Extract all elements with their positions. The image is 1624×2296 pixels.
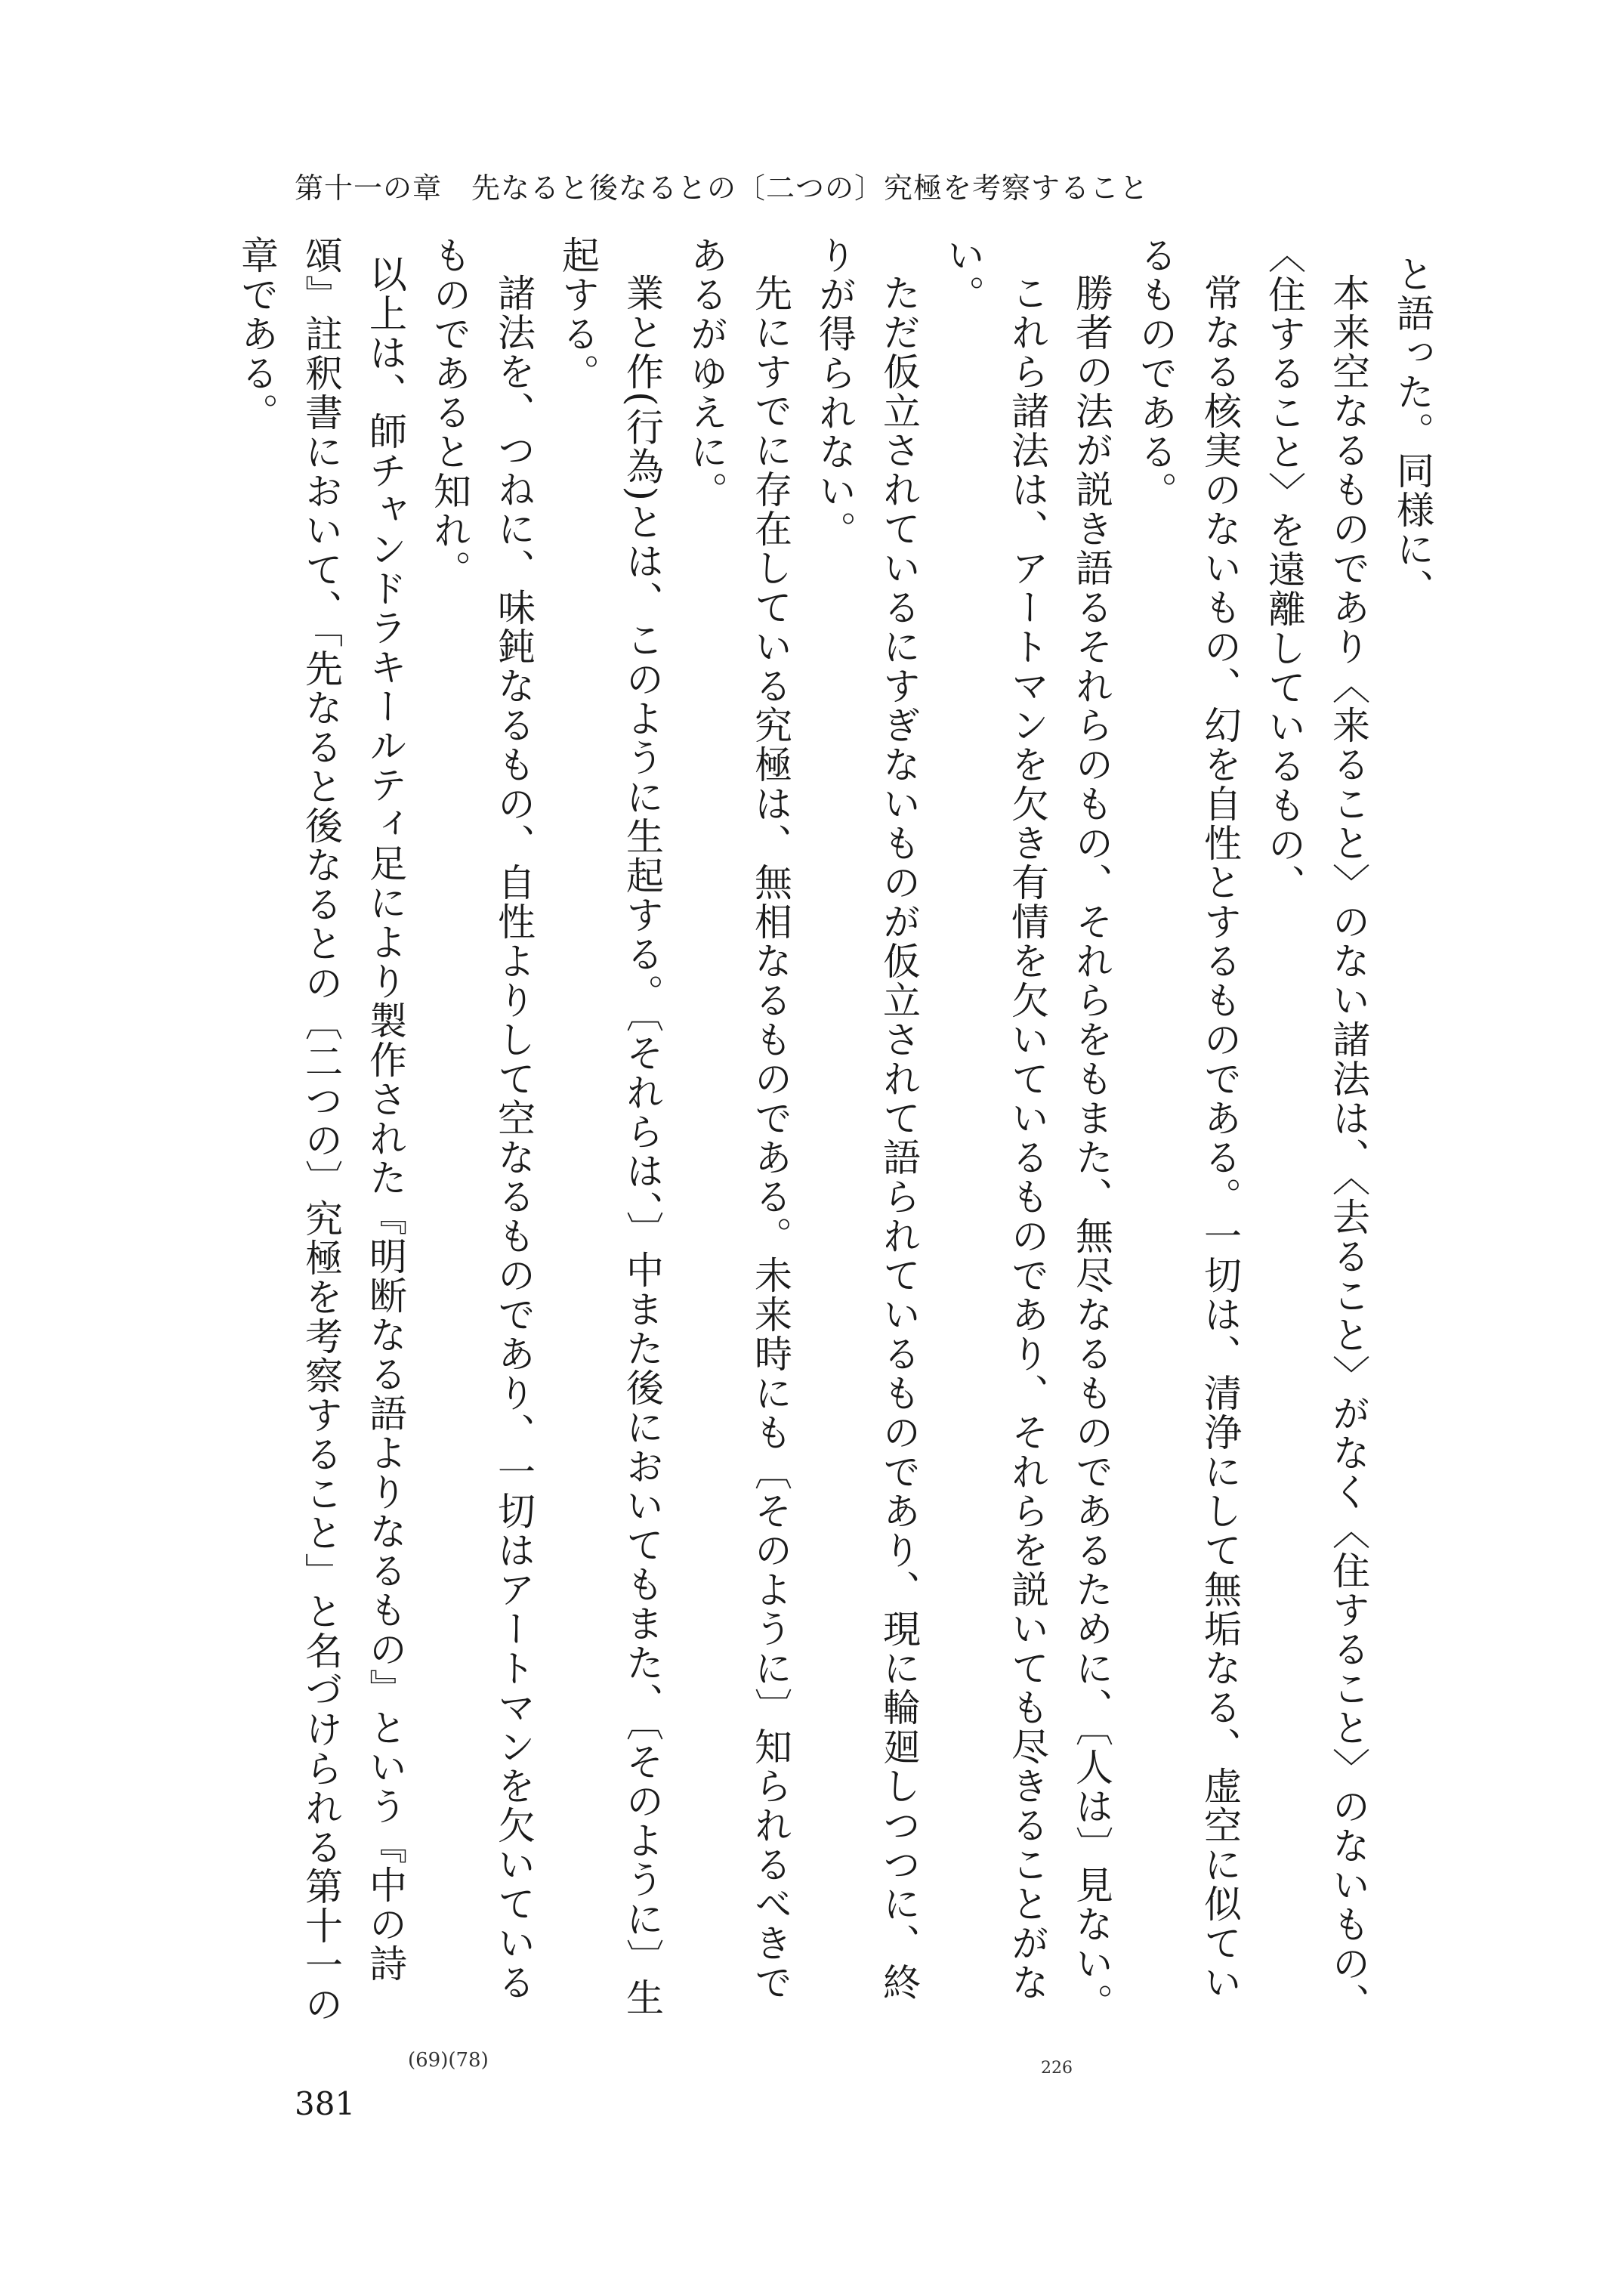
running-head: 第十一の章 先なると後なるとの〔二つの〕究極を考察すること [295,172,1150,205]
verse-line-6: 先にすでに存在している究極は、無相なるものである。未来時にも〔そのように〕知られるべきであるがゆえに。 [684,236,792,2002]
verse-line-4: これら諸法は、アートマンを欠き有情を欠いているものであり、それらを説いても尽きることがない。 [941,236,1049,2002]
verse-line-8: 諸法を、つねに、味鈍なるもの、自性よりして空なるものであり、一切はアートマンを欠いているものであると知れ。 [428,236,536,2002]
verse-line-2: 常なる核実のないもの、幻を自性とするものである。一切は、清浄にして無垢なる、虚空に似ているものである。 [1134,236,1242,2002]
verse-line-7: 業と作(行為)とは、このように生起する。〔それらは、〕中また後においてもまた、〔そのように〕生起する。 [556,236,664,2018]
colophon: 以上は、師チャンドラキールティ足により製作された『明断なる語よりなるもの』という『中の詩頌』註釈書において、「先なると後なるとの〔二つの〕究極を考察すること」と名づけられる第十一の章である。 [235,236,407,2024]
folio-mark: 226 [1041,2059,1073,2078]
verse-line-3: 勝者の法が説き語るそれらのもの、それらをもまた、無尽なるものであるために、〔人は〕見ない。 [1070,273,1113,2023]
body-text [235,236,1444,2034]
page-number: 381 [295,2085,356,2122]
verse-line-1: 本来空なるものであり〈来ること〉のない諸法は、〈去ること〉がなく〈住すること〉のないもの、〈住すること〉を遠離しているもの、 [1262,236,1370,2023]
verse-line-5: ただ仮立されているにすぎないものが仮立されて語られているものであり、現に輪廻しつつに、終りが得られない。 [813,236,921,2002]
paragraph-1: と語った。同様に、 [1391,255,1434,608]
footnote-reference-mark: (69)(78) [408,2049,489,2072]
